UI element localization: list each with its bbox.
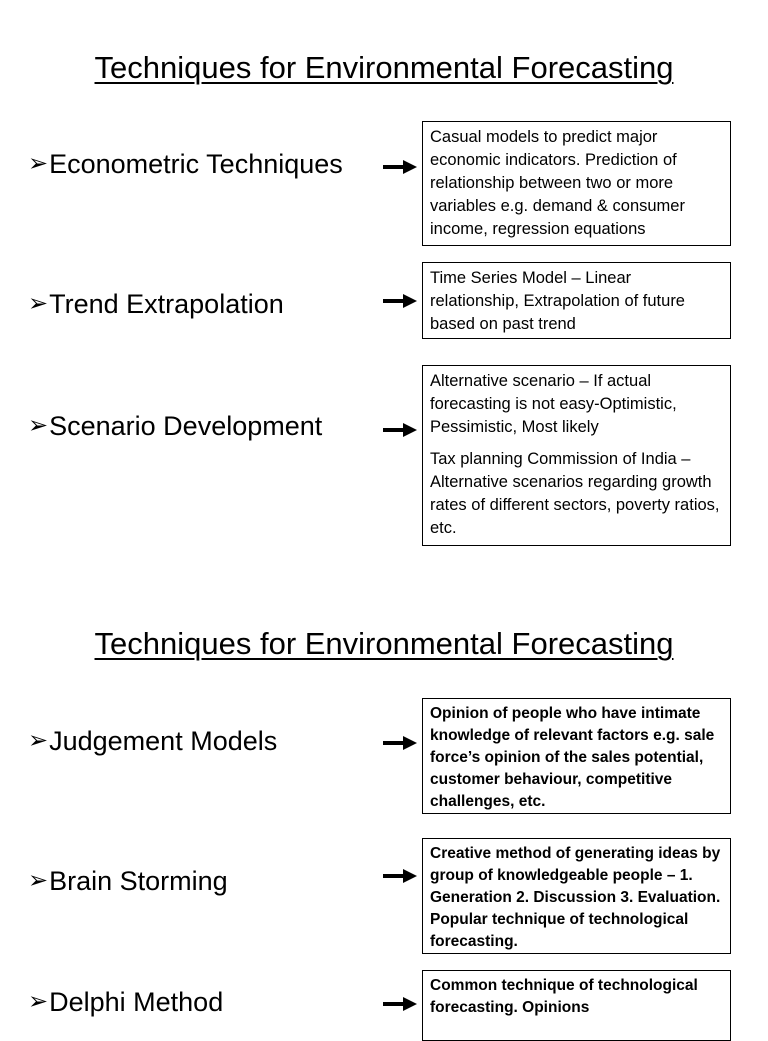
- description-text: Time Series Model – Linear relationship, Extrapolation of future based on past trend: [430, 269, 685, 333]
- bullet-arrow-icon: ➢: [28, 988, 49, 1015]
- description-text: Creative method of generating ideas by group of knowledgeable people – 1. Generation 2. Discussion 3. Evaluation. Popular technique of technological forecasting.: [430, 845, 721, 950]
- right-arrow-icon: [383, 868, 417, 884]
- description-box: [422, 262, 731, 339]
- description-text: Common technique of technological forecasting. Opinions: [430, 977, 698, 1016]
- technique-brain-storming: [28, 865, 228, 897]
- bullet-arrow-icon: ➢: [28, 150, 49, 177]
- description-text: Opinion of people who have intimate knowledge of relevant factors e.g. sale force’s opinion of the sales potential, customer behaviour, competitive challenges, etc.: [430, 705, 715, 810]
- bullet-arrow-icon: ➢: [28, 727, 49, 754]
- technique-label: Trend Extrapolation: [49, 289, 284, 319]
- description-box: [422, 970, 731, 1041]
- technique-label: Delphi Method: [49, 987, 224, 1017]
- bullet-arrow-icon: ➢: [28, 290, 49, 317]
- technique-scenario-development: [28, 410, 322, 442]
- technique-judgement-models: [28, 725, 277, 757]
- section-title: Techniques for Environmental Forecasting: [94, 50, 674, 85]
- right-arrow-icon: [383, 293, 417, 309]
- technique-econometric: [28, 148, 343, 180]
- description-text: Tax planning Commission of India – Alternative scenarios regarding growth rates of different sectors, poverty ratios, etc.: [430, 450, 720, 537]
- bullet-arrow-icon: ➢: [28, 412, 49, 439]
- section-title: Techniques for Environmental Forecasting: [94, 626, 674, 661]
- description-box: [422, 121, 731, 246]
- technique-delphi-method: [28, 986, 223, 1018]
- right-arrow-icon: [383, 996, 417, 1012]
- description-box: [422, 365, 731, 546]
- right-arrow-icon: [383, 735, 417, 751]
- bullet-arrow-icon: ➢: [28, 867, 49, 894]
- technique-label: Scenario Development: [49, 411, 323, 441]
- description-text: Alternative scenario – If actual forecasting is not easy-Optimistic, Pessimistic, Most likely: [430, 372, 677, 436]
- right-arrow-icon: [383, 422, 417, 438]
- description-box: [422, 698, 731, 814]
- description-box: [422, 838, 731, 954]
- right-arrow-icon: [383, 159, 417, 175]
- technique-trend-extrapolation: [28, 288, 284, 320]
- technique-label: Econometric Techniques: [49, 149, 343, 179]
- description-text: Casual models to predict major economic indicators. Prediction of relationship between two or more variables e.g. demand & consumer income, regression equations: [430, 128, 685, 238]
- technique-label: Brain Storming: [49, 866, 228, 896]
- technique-label: Judgement Models: [49, 726, 278, 756]
